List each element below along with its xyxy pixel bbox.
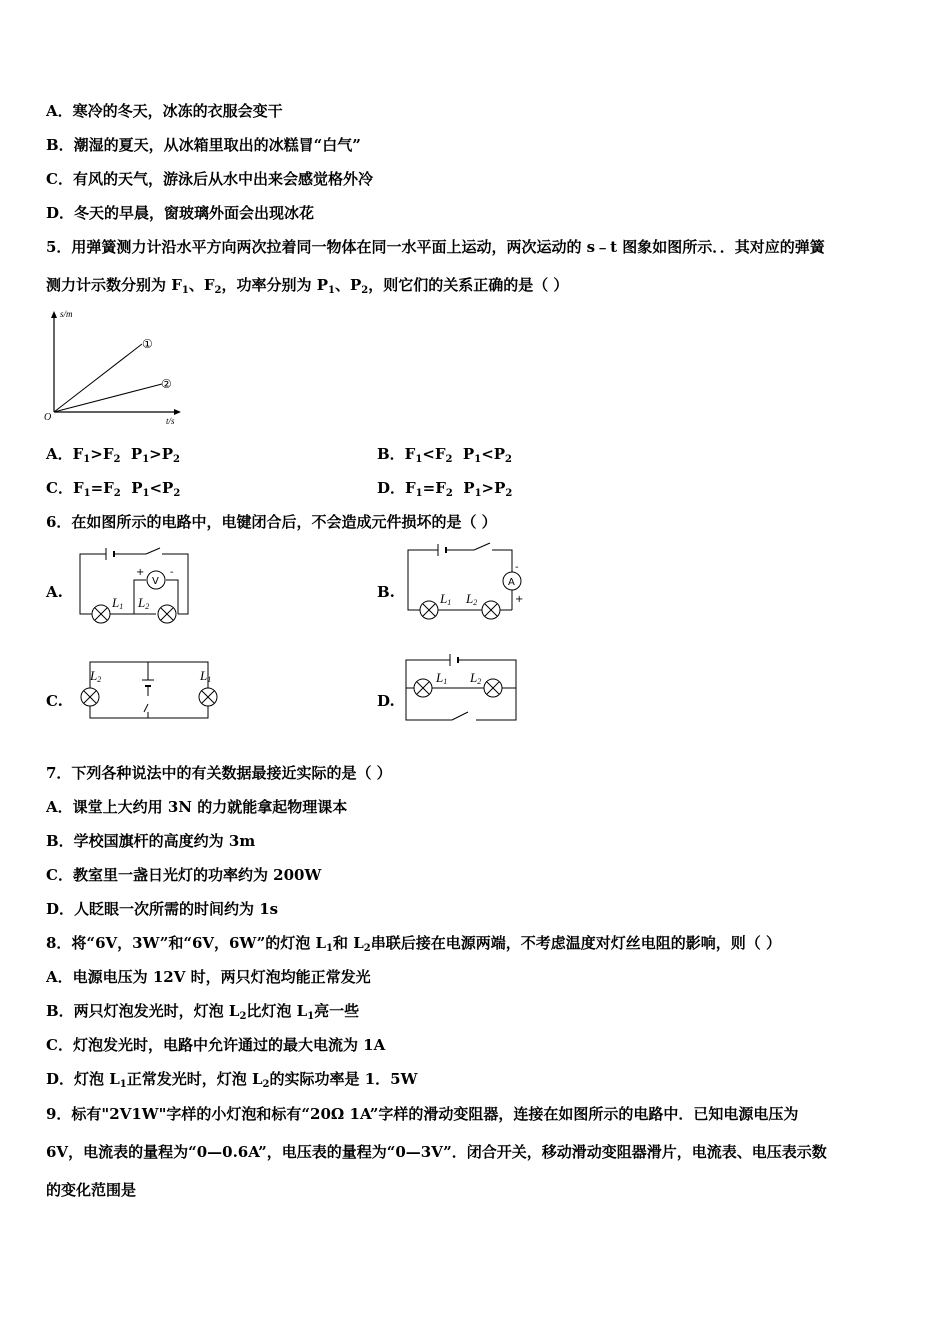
graph-origin: O: [44, 412, 52, 423]
graph-line-2: [54, 384, 162, 412]
q6-stem: 6．在如图所示的电路中，电键闭合后，不会造成元件损坏的是（ ）: [46, 513, 497, 531]
svg-text:L2: L2: [138, 595, 150, 611]
graph-line-1-label: ①: [142, 337, 153, 351]
svg-text:L1: L1: [112, 595, 124, 611]
svg-text:L2: L2: [466, 591, 478, 607]
q5-option-b: B．$F_1<F_2$ $P_1<P_2$: [377, 445, 513, 465]
graph-x-arrow: [174, 409, 181, 415]
q6-circuit-c: [74, 656, 224, 724]
q4-option-d: D．冬天的早晨，窗玻璃外面会出现冰花: [46, 204, 315, 222]
q6-option-a-label: A.: [46, 583, 63, 601]
q6-circuit-d: [402, 650, 522, 726]
graph-line-2-label: ②: [161, 377, 172, 391]
q4-option-c: C．有风的天气，游泳后从水中出来会感觉格外冷: [46, 170, 373, 188]
svg-text:-: -: [170, 567, 174, 578]
q5-option-c: C．$F_1=F_2$ $P_1<P_2$: [46, 479, 181, 499]
q6-option-c-label: C.: [46, 692, 63, 710]
q8-option-c: C．灯泡发光时，电路中允许通过的最大电流为 1A: [46, 1036, 386, 1054]
svg-text:L1: L1: [200, 668, 212, 684]
svg-text:A: A: [508, 577, 515, 588]
q9-stem-line3: 的变化范围是: [46, 1181, 137, 1199]
q9-stem-line2: 6V，电流表的量程为“0—0.6A”，电压表的量程为“0—3V”．闭合开关，移动滑动变阻器滑片，电流表、电压表示数: [46, 1143, 827, 1161]
svg-text:L2: L2: [470, 670, 482, 686]
q6-circuit-a: [74, 544, 199, 632]
svg-text:V: V: [152, 576, 159, 587]
q7-option-c: C．教室里一盏日光灯的功率约为 200W: [46, 866, 322, 884]
svg-text:L2: L2: [90, 668, 102, 684]
q6-circuit-b: [402, 540, 532, 630]
q5-option-a: A．$F_1>F_2$ $P_1>P_2$: [46, 445, 180, 465]
q4-option-a: A．寒冷的冬天，冰冻的衣服会变干: [46, 102, 283, 120]
q6-option-b-label: B.: [377, 583, 395, 601]
svg-text:-: -: [515, 562, 519, 573]
svg-text:L1: L1: [436, 670, 448, 686]
svg-text:L1: L1: [440, 591, 452, 607]
graph-y-arrow: [51, 311, 57, 318]
q8-option-a: A．电源电压为 12V 时，两只灯泡均能正常发光: [46, 968, 371, 986]
q5-stem-line1: 5．用弹簧测力计沿水平方向两次拉着同一物体在同一水平面上运动，两次运动的 s﹣t 图象如图所示．．其对应的弹簧: [46, 238, 825, 256]
q5-stem-line2: 测力计示数分别为 $F_1$、$F_2$，功率分别为 $P_1$、$P_2$，则它们的关系正确的是（ ）: [46, 276, 569, 296]
q7-stem: 7．下列各种说法中的有关数据最接近实际的是（ ）: [46, 764, 392, 782]
q8-stem: 8．将“6V，3W”和“6V，6W”的灯泡 $L_1$和 $L_2$串联后接在电源两端，不考虑温度对灯丝电阻的影响，则（ ）: [46, 934, 781, 954]
q7-option-d: D．人眨眼一次所需的时间约为 1s: [46, 900, 279, 918]
svg-text:+: +: [136, 567, 145, 578]
q7-option-a: A．课堂上大约用 3N 的力就能拿起物理课本: [46, 798, 348, 816]
q5-option-d: D．$F_1=F_2$ $P_1>P_2$: [377, 479, 513, 499]
q4-option-b: B．潮湿的夏天，从冰箱里取出的冰糕冒“白气”: [46, 136, 361, 154]
svg-text:+: +: [515, 594, 524, 605]
q7-option-b: B．学校国旗杆的高度约为 3m: [46, 832, 256, 850]
q9-stem-line1: 9．标有"2V1W"字样的小灯泡和标有“20Ω 1A”字样的滑动变阻器，连接在如图所示的电路中．已知电源电压为: [46, 1105, 799, 1123]
q8-option-d: D．灯泡 $L_1$正常发光时，灯泡 $L_2$的实际功率是 1．5W: [46, 1070, 418, 1090]
q6-option-d-label: D.: [377, 692, 395, 710]
q5-st-graph: [44, 308, 184, 426]
q8-option-b: B．两只灯泡发光时，灯泡 $L_2$比灯泡 $L_1$亮一些: [46, 1002, 360, 1022]
graph-line-1: [54, 344, 142, 412]
graph-y-label: s/m: [60, 309, 73, 319]
graph-x-label: t/s: [166, 416, 175, 426]
